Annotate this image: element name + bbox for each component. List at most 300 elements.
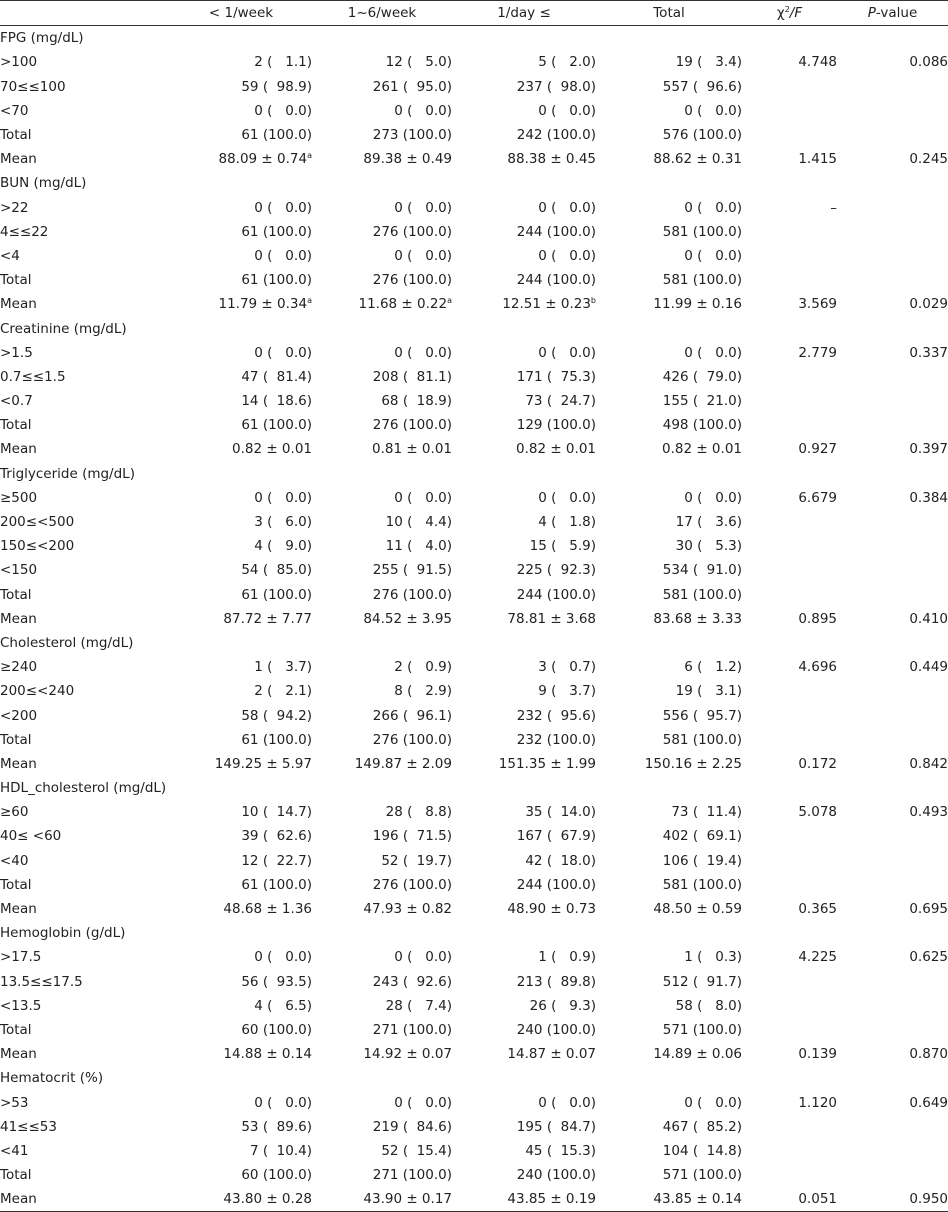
row-label: Mean [0,1187,170,1212]
value-cell [452,147,596,171]
p-value-cell [837,413,948,437]
group-header-row [0,1066,948,1090]
table-row [0,655,948,679]
value-cell [170,1163,312,1187]
value-cell [596,50,742,74]
cell-value: 244 (100.0) [516,272,596,289]
value-cell [452,99,596,123]
cell-value: 43.85 ± 0.19 [507,1191,596,1208]
value-cell [170,341,312,365]
p-value-cell: 0.950 [837,1187,948,1212]
group-header-row [0,776,948,800]
cell-value: 195 ( 84.7) [516,1118,596,1135]
stat-cell: 6.679 [798,489,837,506]
value-cell [312,413,452,437]
row-label: <200 [0,707,38,724]
value-cell [452,970,596,994]
table-row [0,510,948,534]
table-row [0,534,948,558]
stat-cell: 0.051 [742,1187,837,1212]
p-value-cell: 0.245 [909,151,948,168]
value-cell [452,292,596,316]
cell-value: 276 (100.0) [372,876,452,893]
table-row [0,1018,948,1042]
cell-value: 0 ( 0.0) [394,102,452,119]
cell-value: 10 ( 4.4) [385,514,452,531]
header-f: /F [789,5,803,22]
value-cell [312,558,452,582]
table-row [0,413,948,437]
cell-value: 61 (100.0) [241,417,312,434]
cell-value: 155 ( 21.0) [662,393,742,410]
value-cell [312,1163,452,1187]
cell-value: 73 ( 11.4) [671,804,742,821]
value-cell [170,534,312,558]
row-label: Mean [0,901,37,918]
value-cell [596,220,742,244]
cell-value: 0 ( 0.0) [394,344,452,361]
stat-cell: 4.696 [798,659,837,676]
cell-value: 0.82 ± 0.01 [661,441,742,458]
group-header-row [0,171,948,195]
cell-value: 0 ( 0.0) [254,949,312,966]
cell-value: 232 (100.0) [516,731,596,748]
cell-value: 60 (100.0) [241,1167,312,1184]
value-cell [452,123,596,147]
value-cell [312,292,452,316]
cell-value: 106 ( 19.4) [662,852,742,869]
cell-value: 276 (100.0) [372,417,452,434]
cell-value: 17 ( 3.6) [675,514,742,531]
cell-value: 0 ( 0.0) [394,1094,452,1111]
p-value-cell [837,728,948,752]
value-cell [596,849,742,873]
cell-value: 43.80 ± 0.28 [223,1191,312,1208]
cell-value: 54 ( 85.0) [241,562,312,579]
row-label: 41≤≤53 [0,1118,57,1135]
empty-cell [170,462,312,486]
cell-value: 0 ( 0.0) [684,1094,742,1111]
cell-value: 149.25 ± 5.97 [214,755,312,772]
value-cell [312,437,452,461]
value-cell [312,897,452,921]
cell-value: 73 ( 24.7) [525,393,596,410]
table-row [0,1163,948,1187]
cell-value: 273 (100.0) [372,127,452,144]
value-cell [170,268,312,292]
cell-value: 534 ( 91.0) [662,562,742,579]
value-cell [596,510,742,534]
header-col-total: Total [596,1,742,26]
value-cell [596,413,742,437]
cell-value: 266 ( 96.1) [372,707,452,724]
p-value-cell [837,534,948,558]
value-cell [312,849,452,873]
value-cell [452,341,596,365]
superscript-letter: a [307,151,312,161]
p-value-cell [837,703,948,727]
value-cell [170,437,312,461]
header-col-1-day: 1/day ≤ [452,1,596,26]
cell-value: 0 ( 0.0) [684,199,742,216]
table-row [0,897,948,921]
value-cell [312,970,452,994]
table-row [0,437,948,461]
value-cell [170,800,312,824]
p-value-cell [837,196,948,220]
value-cell [596,1115,742,1139]
value-cell [596,437,742,461]
value-cell [596,196,742,220]
cell-value: 276 (100.0) [372,223,452,240]
header-col-lt-1-week: < 1/week [170,1,312,26]
row-label: <4 [0,247,20,264]
value-cell [452,1187,596,1212]
stat-cell [742,1139,837,1163]
row-label: >100 [0,54,38,71]
table-row [0,1139,948,1163]
value-cell [452,945,596,969]
cell-value: 2 ( 0.9) [394,659,452,676]
stat-cell [742,389,837,413]
value-cell [452,75,596,99]
cell-value: 4 ( 6.5) [254,997,312,1014]
value-cell [452,1018,596,1042]
row-label: Total [0,731,32,748]
value-cell [452,728,596,752]
stat-cell: 1.415 [798,151,837,168]
empty-cell [312,1066,452,1090]
cell-value: 0 ( 0.0) [254,247,312,264]
empty-cell [742,1066,837,1090]
value-cell [596,365,742,389]
cell-value: 467 ( 85.2) [662,1118,742,1135]
p-value-cell [837,583,948,607]
empty-cell [837,631,948,655]
cell-value: 0 ( 0.0) [254,344,312,361]
cell-value: 556 ( 95.7) [662,707,742,724]
cell-value: 1 ( 0.3) [684,949,742,966]
cell-value: 12 ( 5.0) [385,54,452,71]
p-value-cell [837,558,948,582]
table-row [0,50,948,74]
header-chi: χ [776,5,785,22]
cell-value: 498 (100.0) [662,417,742,434]
empty-cell [596,776,742,800]
p-value-cell [837,244,948,268]
cell-value: 88.38 ± 0.45 [507,151,596,168]
stat-cell [742,534,837,558]
cell-value: 0 ( 0.0) [538,199,596,216]
row-label: Total [0,127,32,144]
cell-value: 0 ( 0.0) [394,199,452,216]
cell-value: 196 ( 71.5) [372,828,452,845]
cell-value: 232 ( 95.6) [516,707,596,724]
table-row [0,728,948,752]
value-cell [452,558,596,582]
empty-cell [837,26,948,51]
value-cell [596,99,742,123]
value-cell [596,703,742,727]
cell-value: 60 (100.0) [241,1021,312,1038]
value-cell [312,50,452,74]
stat-cell [742,824,837,848]
cell-value: 571 (100.0) [662,1021,742,1038]
value-cell [170,365,312,389]
table-row [0,220,948,244]
cell-value: 61 (100.0) [241,731,312,748]
stat-cell [742,994,837,1018]
cell-value: 242 (100.0) [516,127,596,144]
cell-value: 0 ( 0.0) [394,949,452,966]
cell-value: 14.88 ± 0.14 [223,1046,312,1063]
value-cell [596,486,742,510]
table-row [0,365,948,389]
row-label: 70≤≤100 [0,78,66,95]
p-value-cell [837,389,948,413]
value-cell [312,1018,452,1042]
empty-cell [170,1066,312,1090]
table-row [0,873,948,897]
cell-value: 59 ( 98.9) [241,78,312,95]
cell-value: 271 (100.0) [372,1167,452,1184]
value-cell [452,800,596,824]
value-cell [170,413,312,437]
cell-value: 255 ( 91.5) [372,562,452,579]
stat-cell [742,583,837,607]
cell-value: 171 ( 75.3) [516,368,596,385]
empty-cell [742,26,837,51]
stat-cell [742,1115,837,1139]
header-col-stat [742,1,837,26]
value-cell [312,1115,452,1139]
row-label: 13.5≤≤17.5 [0,973,83,990]
p-value-cell [837,220,948,244]
group-header-row [0,921,948,945]
cell-value: 61 (100.0) [241,127,312,144]
table-row [0,994,948,1018]
group-title: Triglyceride (mg/dL) [0,465,135,482]
cell-value: 15 ( 5.9) [529,538,596,555]
value-cell [170,679,312,703]
value-cell [596,389,742,413]
p-value-cell [837,1018,948,1042]
row-label: >22 [0,199,29,216]
header-chi-sq: 2 [784,5,790,15]
cell-value: 58 ( 94.2) [241,707,312,724]
cell-value: 42 ( 18.0) [525,852,596,869]
value-cell [312,1042,452,1066]
cell-value: 1 ( 0.9) [538,949,596,966]
row-label: Total [0,272,32,289]
p-value-cell [837,365,948,389]
cell-value: 151.35 ± 1.99 [498,755,596,772]
value-cell [170,75,312,99]
value-cell [170,1115,312,1139]
cell-value: 4 ( 9.0) [254,538,312,555]
value-cell [452,437,596,461]
value-cell [312,1090,452,1114]
row-label: >17.5 [0,949,42,966]
table-row [0,703,948,727]
group-header-row [0,316,948,340]
table-row [0,389,948,413]
value-cell [170,486,312,510]
value-cell [452,849,596,873]
stat-cell [742,873,837,897]
row-label: Total [0,1167,32,1184]
empty-cell [170,776,312,800]
cell-value: 0 ( 0.0) [254,489,312,506]
table-row [0,244,948,268]
cell-value: 576 (100.0) [662,127,742,144]
stat-cell: 0.139 [798,1046,837,1063]
row-label: 200≤<240 [0,683,75,700]
cell-value: 0 ( 0.0) [684,489,742,506]
value-cell [596,341,742,365]
p-value-cell: 0.397 [909,441,948,458]
value-cell [596,655,742,679]
cell-value: 61 (100.0) [241,586,312,603]
cell-value: 11.99 ± 0.16 [653,296,742,313]
cell-value: 244 (100.0) [516,876,596,893]
cell-value: 129 (100.0) [516,417,596,434]
cell-value: 89.38 ± 0.49 [363,151,452,168]
value-cell [452,1139,596,1163]
value-cell [596,824,742,848]
stat-cell [742,220,837,244]
stat-cell: 0.927 [798,441,837,458]
table-row [0,607,948,631]
cell-value: 28 ( 8.8) [385,804,452,821]
cell-value: 0 ( 0.0) [538,102,596,119]
cell-value: 43.85 ± 0.14 [653,1191,742,1208]
empty-cell [742,171,837,195]
value-cell [170,292,312,316]
cell-value: 244 (100.0) [516,223,596,240]
stat-cell: 0.172 [798,755,837,772]
cell-value: 240 (100.0) [516,1021,596,1038]
cell-value: 87.72 ± 7.77 [223,610,312,627]
stat-cell [742,413,837,437]
table-row [0,123,948,147]
cell-value: 11.79 ± 0.34 [218,296,308,313]
stat-cell: 3.569 [798,296,837,313]
value-cell [312,1187,452,1212]
empty-cell [312,631,452,655]
p-value-cell [837,970,948,994]
group-header-row [0,26,948,51]
row-label: Mean [0,610,37,627]
cell-value: 78.81 ± 3.68 [507,610,596,627]
stat-cell [742,703,837,727]
table-row [0,583,948,607]
value-cell [170,583,312,607]
value-cell [170,99,312,123]
empty-cell [452,921,596,945]
table-row [0,970,948,994]
empty-cell [452,631,596,655]
value-cell [452,897,596,921]
cell-value: 3 ( 0.7) [538,659,596,676]
row-label: <40 [0,852,29,869]
value-cell [170,196,312,220]
empty-cell [170,921,312,945]
empty-cell [742,776,837,800]
header-label [0,1,170,26]
row-label: >1.5 [0,344,33,361]
table-row [0,341,948,365]
value-cell [452,50,596,74]
stat-cell [742,558,837,582]
p-value-cell: 0.625 [909,949,948,966]
value-cell [596,752,742,776]
value-cell [312,824,452,848]
group-title: Creatinine (mg/dL) [0,320,127,337]
cell-value: 28 ( 7.4) [385,997,452,1014]
empty-cell [312,921,452,945]
cell-value: 56 ( 93.5) [241,973,312,990]
stat-cell [742,75,837,99]
value-cell [452,365,596,389]
stat-cell: 1.120 [798,1094,837,1111]
superscript-letter: b [590,296,596,306]
value-cell [452,1090,596,1114]
value-cell [170,510,312,534]
value-cell [170,607,312,631]
cell-value: 58 ( 8.0) [675,997,742,1014]
empty-cell [596,26,742,51]
value-cell [596,1163,742,1187]
row-label: <13.5 [0,997,42,1014]
value-cell [312,268,452,292]
cell-value: 243 ( 92.6) [372,973,452,990]
table-row [0,800,948,824]
p-value-cell: 0.870 [909,1046,948,1063]
value-cell [312,147,452,171]
cell-value: 48.50 ± 0.59 [653,901,742,918]
table-row [0,558,948,582]
value-cell [312,800,452,824]
table-row [0,1187,948,1212]
value-cell [452,1042,596,1066]
cell-value: 1 ( 3.7) [254,659,312,676]
cell-value: 8 ( 2.9) [394,683,452,700]
value-cell [312,945,452,969]
empty-cell [170,26,312,51]
stat-cell [742,510,837,534]
stat-cell [742,123,837,147]
cell-value: 225 ( 92.3) [516,562,596,579]
cell-value: 167 ( 67.9) [516,828,596,845]
cell-value: 0 ( 0.0) [254,199,312,216]
cell-value: 19 ( 3.4) [675,54,742,71]
table-row [0,679,948,703]
value-cell [452,220,596,244]
cell-value: 53 ( 89.6) [241,1118,312,1135]
value-cell [170,1042,312,1066]
cell-value: 276 (100.0) [372,272,452,289]
empty-cell [452,171,596,195]
stat-cell [742,365,837,389]
stat-cell [742,970,837,994]
cell-value: 0.82 ± 0.01 [515,441,596,458]
cell-value: 244 (100.0) [516,586,596,603]
p-value-cell [837,123,948,147]
cell-value: 68 ( 18.9) [381,393,452,410]
value-cell [452,994,596,1018]
cell-value: 237 ( 98.0) [516,78,596,95]
